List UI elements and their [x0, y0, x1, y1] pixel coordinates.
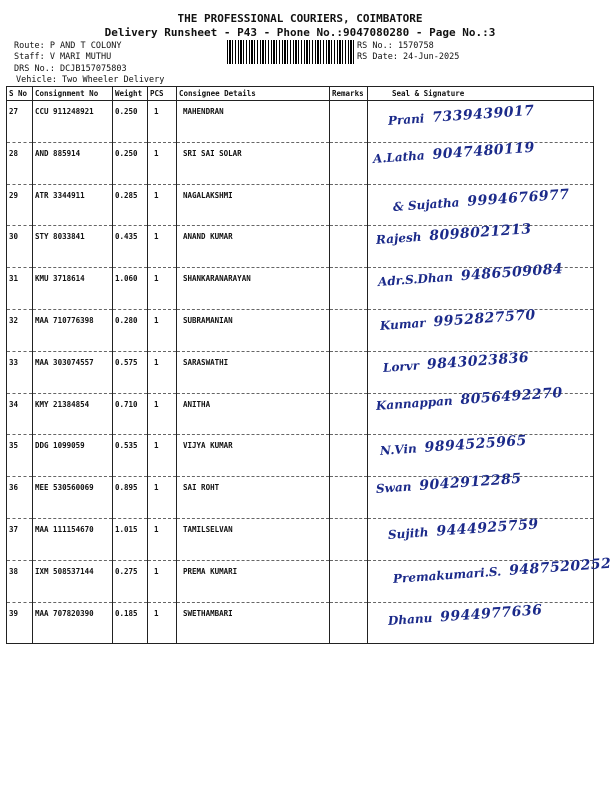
- signature-phone: 8098021213: [428, 221, 533, 245]
- remarks-cell: [330, 184, 368, 226]
- signature-cell: [368, 184, 594, 226]
- pcs-cell: 1: [148, 477, 177, 519]
- signature-phone: 9952827570: [432, 307, 537, 331]
- table-row: [7, 393, 594, 435]
- weight-cell: 0.895: [113, 477, 148, 519]
- table-row: [7, 268, 594, 310]
- weight-cell: 0.285: [113, 184, 148, 226]
- weight-cell: 0.275: [113, 560, 148, 602]
- col-remarks: Remarks: [330, 87, 368, 101]
- signature-cell: [368, 518, 594, 560]
- consignee-cell: ANAND KUMAR: [177, 226, 330, 268]
- pcs-cell: 1: [148, 602, 177, 644]
- signature-phone: 9894525965: [424, 433, 528, 457]
- consignment-cell: MAA 303074557: [33, 351, 113, 393]
- col-consignee: Consignee Details: [177, 87, 330, 101]
- col-weight: Weight: [113, 87, 148, 101]
- sno-cell: 35: [7, 435, 33, 477]
- pcs-cell: 1: [148, 560, 177, 602]
- remarks-cell: [330, 268, 368, 310]
- col-signature: Seal & Signature: [368, 87, 594, 101]
- rs-date: RS Date: 24-Jun-2025: [357, 52, 460, 62]
- signature-name: Kumar: [379, 315, 427, 333]
- consignment-cell: AND 885914: [33, 142, 113, 184]
- sno-cell: 36: [7, 477, 33, 519]
- handwritten-signature: [379, 433, 527, 459]
- consignment-cell: STY 8033841: [33, 226, 113, 268]
- consignment-cell: ATR 3344911: [33, 184, 113, 226]
- signature-phone: 9486509084: [460, 261, 564, 285]
- sno-cell: 33: [7, 351, 33, 393]
- staff-label: Staff: V MARI MUTHU: [14, 52, 112, 62]
- remarks-cell: [330, 602, 368, 644]
- handwritten-signature: [372, 140, 535, 167]
- consignee-cell: PREMA KUMARI: [177, 560, 330, 602]
- consignee-cell: SAI ROHT: [177, 477, 330, 519]
- handwritten-signature: [382, 350, 529, 376]
- consignee-cell: SWETHAMBARI: [177, 602, 330, 644]
- signature-cell: [368, 471, 594, 519]
- table-row: [7, 560, 594, 602]
- col-sno: S No: [7, 87, 33, 101]
- consignment-cell: IXM 508537144: [33, 560, 113, 602]
- remarks-cell: [330, 101, 368, 143]
- signature-phone: 9487520252: [508, 555, 612, 579]
- sno-cell: 27: [7, 101, 33, 143]
- pcs-cell: 1: [148, 101, 177, 143]
- pcs-cell: 1: [148, 351, 177, 393]
- weight-cell: 1.015: [113, 518, 148, 560]
- remarks-cell: [330, 309, 368, 351]
- signature-name: N.Vin: [379, 441, 418, 459]
- consignment-cell: MAA 710776398: [33, 309, 113, 351]
- table-row: [7, 101, 594, 143]
- consignment-cell: DDG 1099059: [33, 435, 113, 477]
- table-row: [7, 309, 594, 351]
- signature-cell: [368, 101, 594, 143]
- consignee-cell: MAHENDRAN: [177, 101, 330, 143]
- remarks-cell: [330, 351, 368, 393]
- table-header-row: [7, 87, 594, 101]
- remarks-cell: [330, 560, 368, 602]
- signature-cell: [368, 555, 612, 602]
- pcs-cell: 1: [148, 435, 177, 477]
- sno-cell: 31: [7, 268, 33, 310]
- signature-phone: 8056492270: [459, 384, 564, 408]
- signature-name: Sujith: [387, 525, 429, 542]
- remarks-cell: [330, 518, 368, 560]
- consignee-cell: SHANKARANARAYAN: [177, 268, 330, 310]
- handwritten-signature: [392, 556, 611, 587]
- signature-phone: 9994676977: [466, 186, 571, 210]
- drs-label: DRS No.: DCJB157075803: [14, 64, 127, 74]
- table-row: [7, 518, 594, 560]
- pcs-cell: 1: [148, 142, 177, 184]
- sno-cell: 29: [7, 184, 33, 226]
- signature-name: A.Latha: [372, 148, 426, 166]
- signature-cell: [368, 309, 594, 351]
- signature-cell: [368, 261, 594, 310]
- runsheet-table: [6, 86, 612, 644]
- table-row: [7, 226, 594, 268]
- pcs-cell: 1: [148, 393, 177, 435]
- sno-cell: 30: [7, 226, 33, 268]
- signature-name: Premakumari.S.: [392, 564, 502, 586]
- signature-cell: [368, 384, 594, 435]
- weight-cell: 0.710: [113, 393, 148, 435]
- remarks-cell: [330, 477, 368, 519]
- consignee-cell: SUBRAMANIAN: [177, 309, 330, 351]
- signature-name: & Sujatha: [392, 194, 460, 214]
- signature-phone: 9944977636: [439, 601, 543, 625]
- weight-cell: 0.280: [113, 309, 148, 351]
- runsheet-subtitle: Delivery Runsheet - P43 - Phone No.:9047080280 - Page No.:3: [104, 26, 496, 39]
- table-row: [7, 142, 594, 184]
- handwritten-signature: [375, 222, 532, 249]
- handwritten-signature: [379, 307, 536, 334]
- weight-cell: 0.250: [113, 101, 148, 143]
- signature-cell: [368, 139, 594, 184]
- weight-cell: 1.060: [113, 268, 148, 310]
- signature-name: Swan: [375, 479, 412, 497]
- consignment-cell: MAA 707820390: [33, 602, 113, 644]
- remarks-cell: [330, 393, 368, 435]
- signature-phone: 7339439017: [431, 102, 536, 126]
- sno-cell: 28: [7, 142, 33, 184]
- table-row: [7, 351, 594, 393]
- route-label: Route: P AND T COLONY: [14, 41, 122, 51]
- signature-name: Rajesh: [375, 230, 422, 248]
- weight-cell: 0.575: [113, 351, 148, 393]
- signature-name: Lorvr: [382, 358, 420, 375]
- signature-name: Dhanu: [387, 610, 433, 628]
- col-consignment: Consignment No: [33, 87, 113, 101]
- sno-cell: 37: [7, 518, 33, 560]
- pcs-cell: 1: [148, 268, 177, 310]
- company-title: THE PROFESSIONAL COURIERS, COIMBATORE: [177, 12, 423, 25]
- sno-cell: 34: [7, 393, 33, 435]
- consignee-cell: ANITHA: [177, 393, 330, 435]
- remarks-cell: [330, 435, 368, 477]
- rs-number: RS No.: 1570758: [357, 41, 434, 51]
- consignee-cell: TAMILSELVAN: [177, 518, 330, 560]
- consignment-cell: KMY 21384854: [33, 393, 113, 435]
- sno-cell: 32: [7, 309, 33, 351]
- table-row: [7, 477, 594, 519]
- weight-cell: 0.185: [113, 602, 148, 644]
- consignee-cell: SRI SAI SOLAR: [177, 142, 330, 184]
- consignment-cell: MEE 530560069: [33, 477, 113, 519]
- remarks-cell: [330, 226, 368, 268]
- table-row: [7, 184, 594, 226]
- consignment-cell: MAA 111154670: [33, 518, 113, 560]
- remarks-cell: [330, 142, 368, 184]
- table-row: [7, 602, 594, 644]
- consignee-cell: SARASWATHI: [177, 351, 330, 393]
- sno-cell: 39: [7, 602, 33, 644]
- pcs-cell: 1: [148, 184, 177, 226]
- consignment-cell: KMU 3718614: [33, 268, 113, 310]
- consignee-cell: VIJYA KUMAR: [177, 435, 330, 477]
- weight-cell: 0.435: [113, 226, 148, 268]
- consignment-cell: CCU 911248921: [33, 101, 113, 143]
- handwritten-signature: [392, 186, 570, 214]
- pcs-cell: 1: [148, 518, 177, 560]
- signature-phone: 9047480119: [432, 139, 536, 163]
- weight-cell: 0.535: [113, 435, 148, 477]
- pcs-cell: 1: [148, 226, 177, 268]
- handwritten-signature: [387, 103, 535, 129]
- signature-cell: [368, 602, 594, 644]
- handwritten-signature: [387, 602, 543, 629]
- consignee-cell: NAGALAKSHMI: [177, 184, 330, 226]
- signature-name: Adr.S.Dhan: [377, 269, 454, 290]
- signature-phone: 9042912285: [418, 471, 523, 495]
- sno-cell: 38: [7, 560, 33, 602]
- signature-name: Prani: [387, 111, 425, 128]
- col-pcs: PCS: [148, 87, 177, 101]
- weight-cell: 0.250: [113, 142, 148, 184]
- signature-phone: 9843023836: [426, 349, 530, 373]
- barcode: [227, 40, 355, 64]
- signature-phone: 9444925759: [435, 516, 540, 540]
- vehicle-label: Vehicle: Two Wheeler Delivery: [16, 75, 165, 85]
- handwritten-signature: [387, 516, 539, 542]
- signature-name: Kannappan: [375, 393, 454, 413]
- signature-cell: [368, 435, 594, 477]
- table-row: [7, 435, 594, 477]
- pcs-cell: 1: [148, 309, 177, 351]
